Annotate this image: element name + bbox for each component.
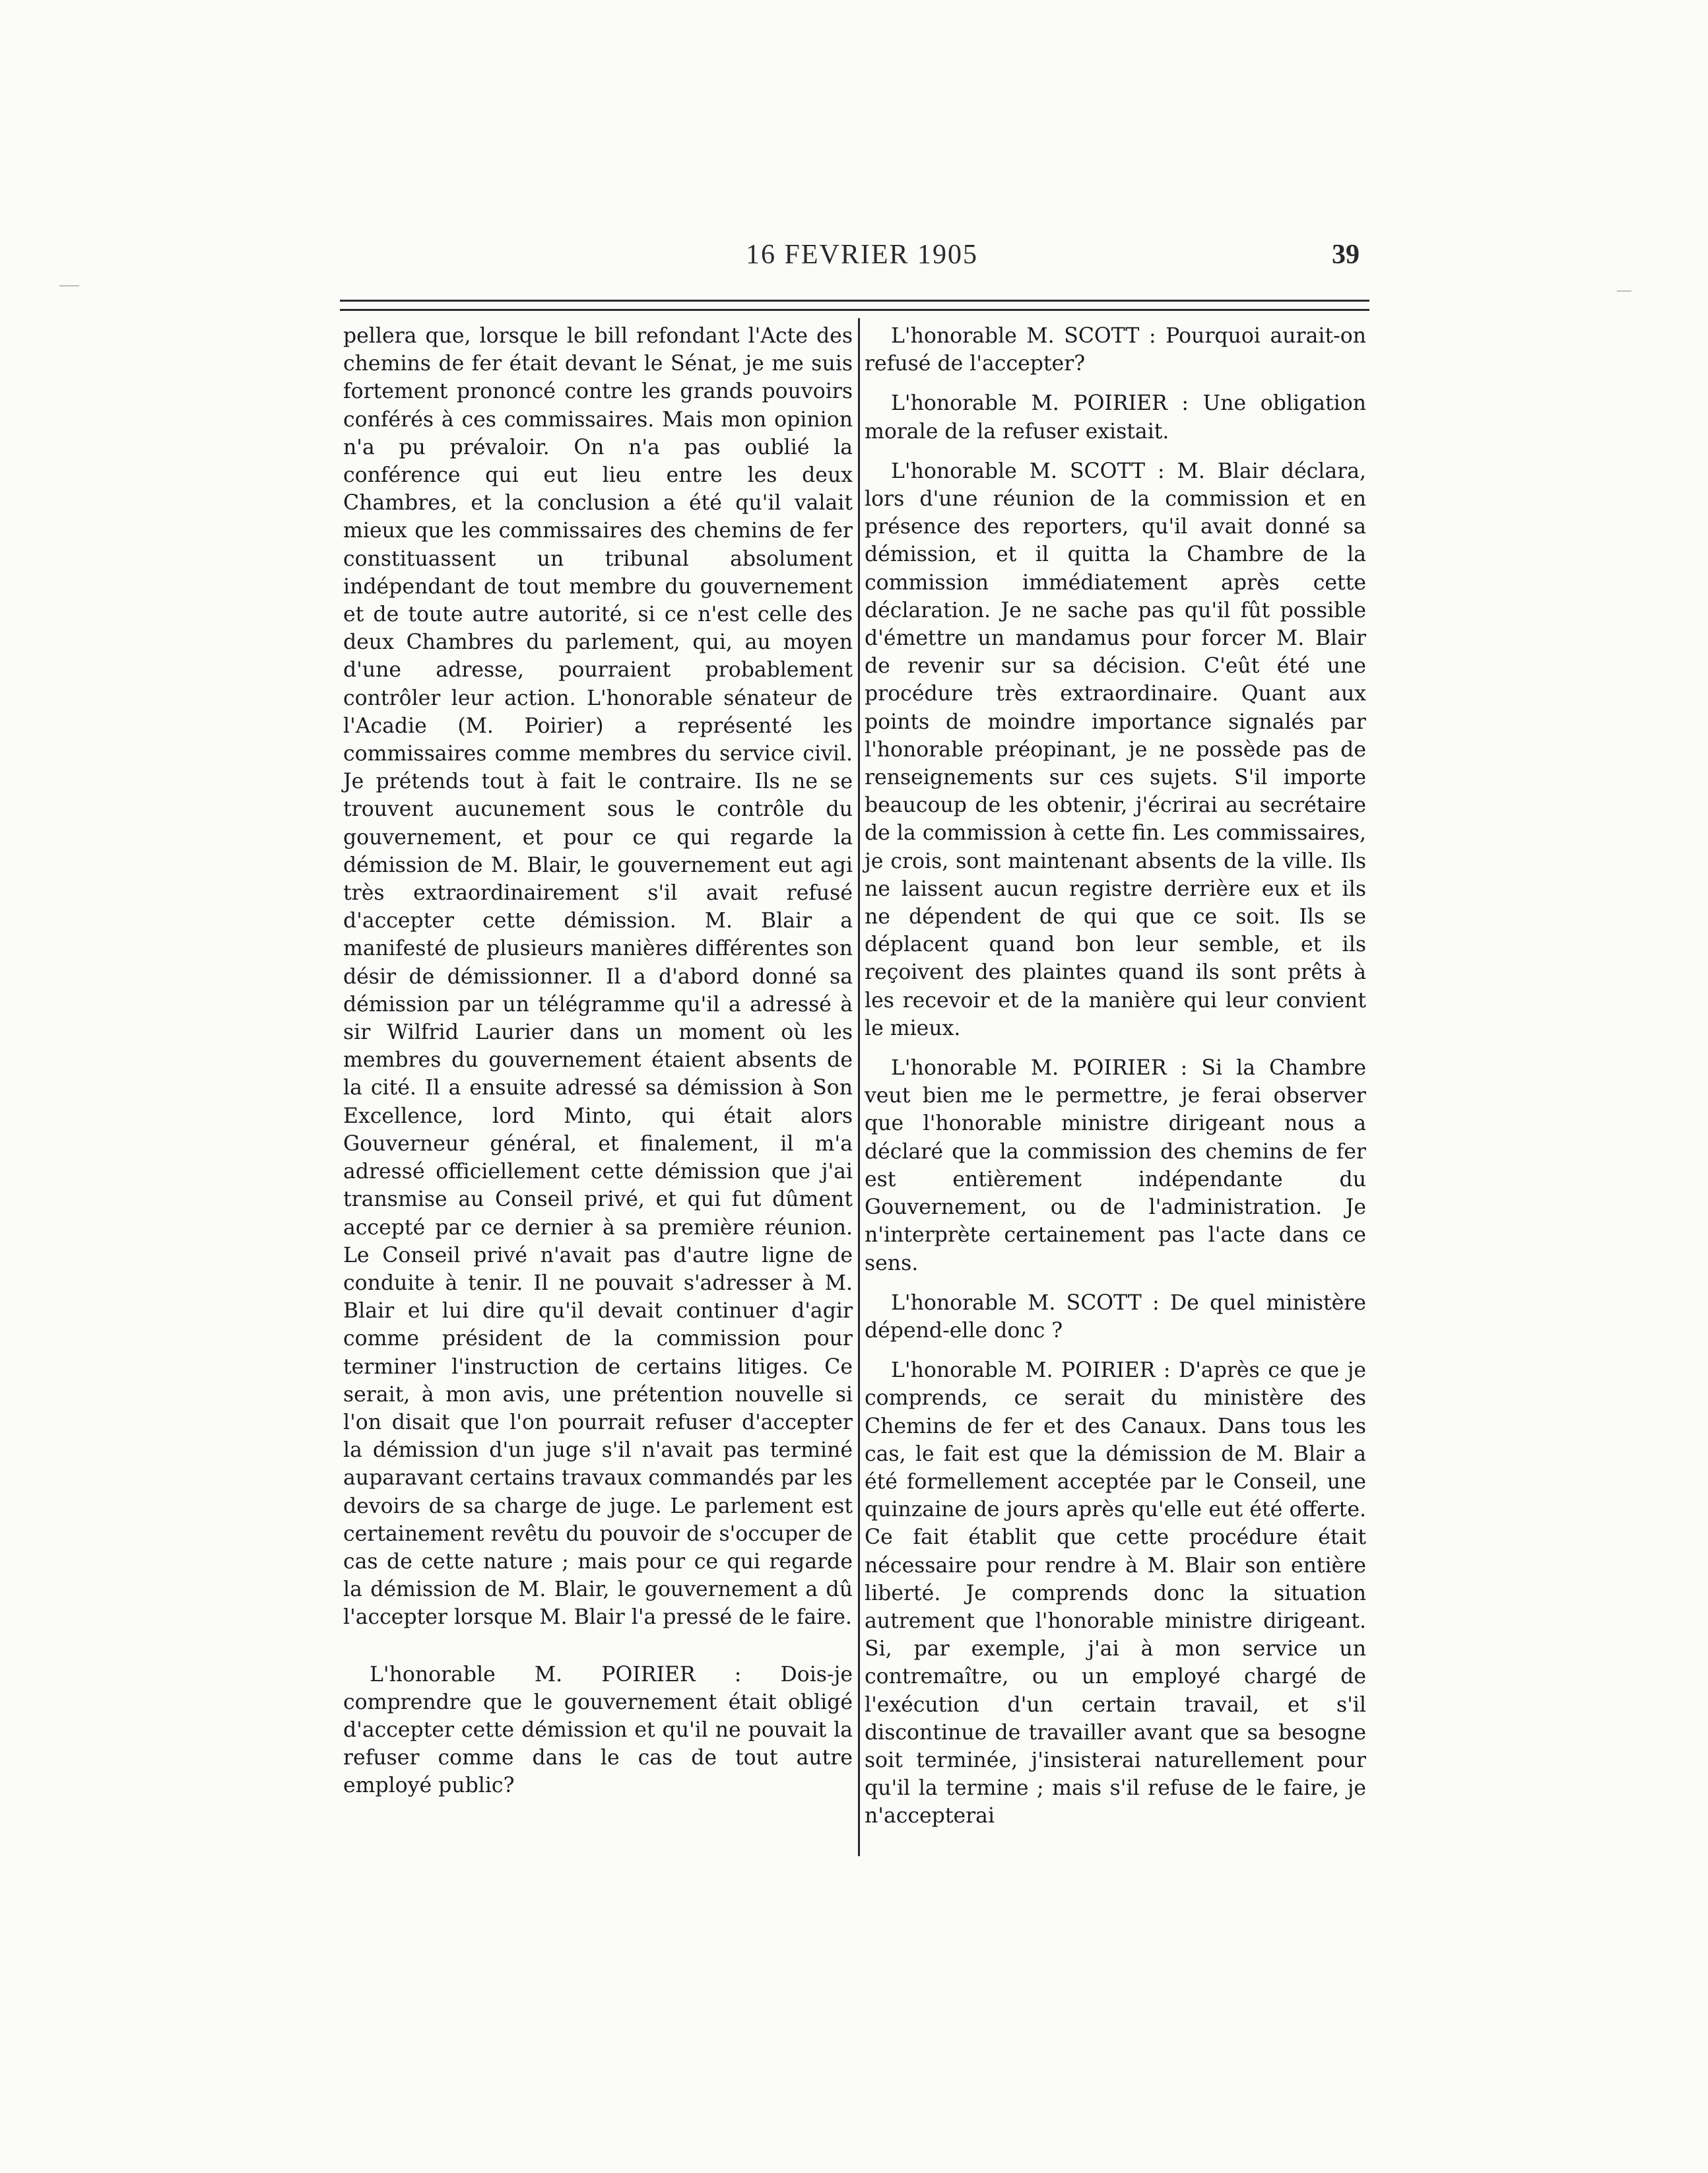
paragraph-poirier-1: L'honorable M. POIRIER : Une obligation morale de la refuser existait. — [865, 391, 1366, 444]
paragraph-scott-1: L'honorable M. SCOTT : Pourquoi aurait-on refusé de l'accepter? — [865, 324, 1366, 376]
paragraph-scott-continued: pellera que, lorsque le bill refondant l'Acte des chemins de fer était devant le Sénat, je me suis fortement prononcé contre les grands pouvoirs conférés à ces commissaires. Mais mon opinion n'a pu prévaloir. On n'a pas oublié la conférence qui eut lieu entre les deux Chambres, et la conclusion a été qu'il valait mieux que les commissaires des chemins de fer constituassent un tribunal absolument indépendant de tout membre du gouvernement et de toute autre autorité, si ce n'est celle des deux Chambres du parlement, qui, au moyen d'une adresse, pourraient probablement contrôler leur action. L'honorable sénateur de l'Acadie (M. Poirier) a représenté les commissaires comme membres du service civil. Je prétends tout à fait le contraire. Ils ne se trouvent aucunement sous le contrôle du gouvernement, et pour ce qui regarde la démission de M. Blair, le gouvernement eut agi très extraordinairement s'il avait refusé d'accepter cette démission. M. Blair a manifesté de plusieurs manières différentes son désir de démissionner. Il a d'abord donné sa démission par un télégramme qu'il a adressé à sir Wilfrid Laurier dans un moment où les membres du gouvernement étaient absents de la cité. Il a ensuite adressé sa démission à Son Excellence, lord Minto, qui était alors Gouverneur général, et finalement, il m'a adressé officiellement cette démission que j'ai transmise au Conseil privé, et qui fut dûment accepté par ce dernier à sa première réunion. Le Conseil privé n'avait pas d'autre ligne de conduite à tenir. Il ne pouvait s'adresser à M. Blair et lui dire qu'il devait continuer d'agir comme président de la commission pour terminer l'instruction de certains litiges. Ce serait, à mon avis, une prétention nouvelle si l'on disait que l'on pourrait refuser d'accepter la démission d'un juge s'il n'avait pas terminé auparavant certains travaux commandés par les devoirs de sa charge de juge. Le parlement est certainement revêtu du pouvoir de s'occuper de cas de cette nature ; mais pour ce qui regarde la démission de M. Blair, le gouvernement a dû l'accepter lorsque M. Blair l'a pressé de le faire. — [343, 324, 853, 1630]
paragraph-scott-2: L'honorable M. SCOTT : M. Blair déclara, lors d'une réunion de la commission et en présence des reporters, qu'il avait donné sa démission, et il quitta la Chambre de la commission immédiatement après cette déclaration. Je ne sache pas qu'il fût possible d'émettre un mandamus pour forcer M. Blair de revenir sur sa décision. C'eût été une procédure très extraordinaire. Quant aux points de moindre importance signalés par l'honorable préopinant, je ne possède pas de renseignements sur ces sujets. S'il importe beaucoup de les obtenir, j'écrirai au secrétaire de la commission à cette fin. Les commissaires, je crois, sont maintenant absents de la ville. Ils ne laissent aucun registre derrière eux et ils ne dépendent de qui que ce soit. Ils se déplacent quand bon leur semble, et ils reçoivent des plaintes quand ils sont prêts à les recevoir et de la manière qui leur convient le mieux. — [865, 459, 1366, 1040]
header-date: 16 FEVRIER 1905 — [746, 240, 979, 270]
paragraph-scott-3: L'honorable M. SCOTT : De quel ministère dépend-elle donc ? — [865, 1290, 1366, 1343]
paragraph-poirier-2: L'honorable M. POIRIER : Si la Chambre veut bien me le permettre, je ferai observer que l'honorable ministre dirigeant nous a déclaré que la commission des chemins de fer est entièrement indépendante du Gouvernement, ou de l'administration. Je n'interprète certainement pas l'acte dans ce sens. — [865, 1056, 1366, 1275]
page-number: 39 — [1332, 240, 1360, 270]
scan-margin-mark — [1617, 290, 1631, 292]
left-column — [343, 322, 853, 1800]
right-column — [865, 322, 1366, 1830]
column-divider — [858, 318, 860, 1856]
header-rule-lower — [340, 309, 1369, 311]
paragraph-poirier-question: L'honorable M. POIRIER : Dois-je comprendre que le gouvernement était obligé d'accepter cette démission et qu'il ne pouvait la refuser comme dans le cas de tout autre employé public? — [343, 1662, 853, 1798]
scan-margin-mark — [59, 285, 79, 286]
header-rule-upper — [340, 300, 1369, 302]
paragraph-poirier-3: L'honorable M. POIRIER : D'après ce que je comprends, ce serait du ministère des Chemins de fer et des Canaux. Dans tous les cas, le fait est que la démission de M. Blair a été formellement acceptée par le Conseil, une quinzaine de jours après qu'elle eut été offerte. Ce fait établit que cette procédure était nécessaire pour rendre à M. Blair son entière liberté. Je comprends donc la situation autrement que l'honorable ministre dirigeant. Si, par exemple, j'ai à mon service un contremaître, ou un employé chargé de l'exécution d'un certain travail, et s'il discontinue de travailler avant que sa besogne soit terminée, j'insisterai naturellement pour qu'il la termine ; mais s'il refuse de le faire, je n'accepterai — [865, 1358, 1366, 1828]
